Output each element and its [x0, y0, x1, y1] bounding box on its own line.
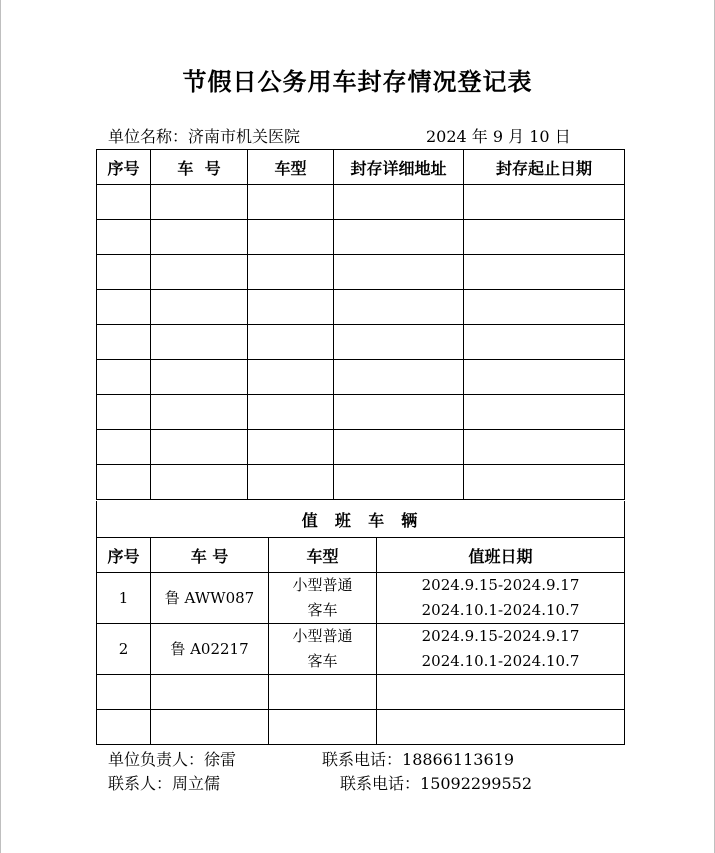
contact-line [108, 771, 220, 794]
table-row [97, 325, 625, 360]
table-row [97, 675, 625, 710]
sealed-vehicles-table [96, 149, 625, 500]
leader-phone-line [322, 747, 514, 770]
header-type: 车型 [248, 150, 334, 185]
duty-date-range: 2024.9.15-2024.9.17 [421, 576, 580, 594]
form-title: 节假日公务用车封存情况登记表 [182, 68, 533, 96]
duty-plate: 鲁 A02217 [151, 624, 269, 675]
duty-type [269, 624, 377, 675]
duty-header-type: 车型 [269, 538, 377, 573]
contact-phone: 15092299552 [420, 774, 532, 793]
table-row [97, 185, 625, 220]
header-serial: 序号 [97, 150, 151, 185]
duty-header-plate: 车 号 [151, 538, 269, 573]
leader-phone: 18866113619 [402, 750, 514, 769]
duty-vehicles-table [96, 501, 625, 745]
table-row [97, 465, 625, 500]
duty-table-header [97, 538, 625, 573]
header-address: 封存详细地址 [334, 150, 464, 185]
duty-date-range: 2024.9.15-2024.9.17 [421, 627, 580, 645]
contact-label: 联系人： [108, 774, 173, 793]
duty-date-range: 2024.10.1-2024.10.7 [421, 601, 580, 619]
sealed-table-header [97, 150, 625, 185]
table-row [97, 360, 625, 395]
table-row [97, 290, 625, 325]
contact-phone-line [340, 771, 532, 794]
duty-serial: 1 [97, 573, 151, 624]
unit-name: 济南市机关医院 [188, 127, 301, 146]
unit-label: 单位名称： [108, 127, 189, 146]
duty-type-line2: 客车 [307, 601, 338, 619]
table-row [97, 624, 625, 675]
duty-type-line2: 客车 [307, 652, 338, 670]
leader-name: 徐雷 [204, 750, 237, 769]
table-row [97, 255, 625, 290]
leader-line [108, 747, 236, 770]
table-row [97, 430, 625, 465]
phone-label: 联系电话： [322, 750, 403, 769]
leader-label: 单位负责人： [108, 750, 205, 769]
phone-label: 联系电话： [340, 774, 421, 793]
header-plate: 车 号 [151, 150, 248, 185]
duty-header-dates: 值班日期 [377, 538, 625, 573]
table-row [97, 573, 625, 624]
duty-dates [377, 624, 625, 675]
form-date: 2024 年 9 月 10 日 [426, 127, 571, 146]
duty-dates [377, 573, 625, 624]
table-row [97, 710, 625, 745]
duty-section-title-row [97, 501, 625, 538]
duty-date-range: 2024.10.1-2024.10.7 [421, 652, 580, 670]
table-row [97, 395, 625, 430]
duty-serial: 2 [97, 624, 151, 675]
contact-name: 周立儒 [172, 774, 221, 793]
duty-section-title: 值 班 车 辆 [97, 501, 625, 538]
duty-header-serial: 序号 [97, 538, 151, 573]
duty-type-line1: 小型普通 [292, 627, 353, 645]
table-row [97, 220, 625, 255]
unit-name-line [108, 124, 300, 147]
duty-plate: 鲁 AWW087 [151, 573, 269, 624]
duty-type [269, 573, 377, 624]
header-period: 封存起止日期 [464, 150, 625, 185]
duty-type-line1: 小型普通 [292, 576, 353, 594]
